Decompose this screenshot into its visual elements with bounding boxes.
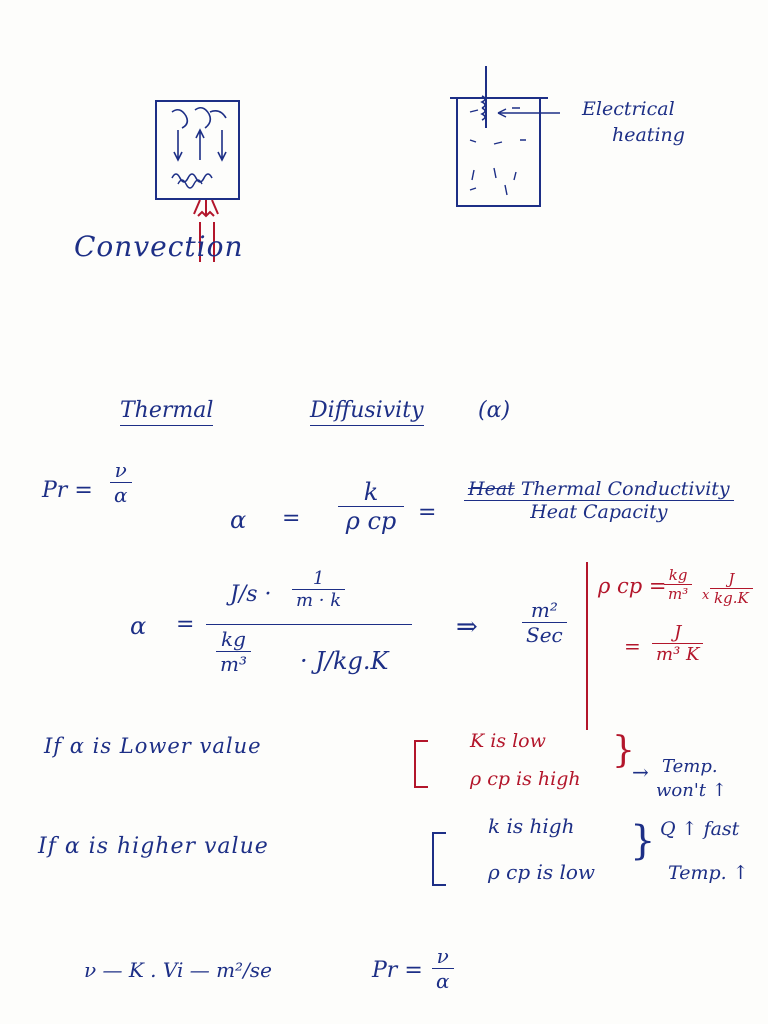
def-num: k bbox=[363, 478, 379, 506]
side-times: x bbox=[702, 588, 710, 603]
units-num-a: J/s · bbox=[230, 582, 272, 607]
units-den-b: · J/kg.K bbox=[300, 647, 389, 675]
pr-note-lhs: Pr = bbox=[42, 478, 93, 503]
case-high-cond2: ρ cp is low bbox=[488, 860, 596, 884]
heating-label: heating bbox=[612, 124, 685, 146]
convection-label: Convection bbox=[74, 230, 244, 263]
case-low-brace: } bbox=[612, 730, 635, 771]
case-low-result1: Temp. bbox=[662, 756, 718, 777]
case-low-bracket bbox=[414, 740, 428, 788]
heading-thermal: Thermal bbox=[120, 398, 213, 426]
footer-pr-lhs: Pr = bbox=[372, 958, 423, 983]
units-arrow: ⇒ bbox=[456, 612, 478, 642]
side-divider bbox=[586, 562, 588, 730]
case-low-cond1: K is low bbox=[470, 730, 546, 752]
def-eq1: = bbox=[282, 506, 301, 531]
case-low-result2: won't ↑ bbox=[656, 780, 727, 801]
case-high-brace: } bbox=[630, 818, 656, 864]
side-result: J m³ K bbox=[652, 622, 703, 665]
def-den: ρ cp bbox=[345, 507, 397, 535]
case-low-cond2: ρ cp is high bbox=[470, 768, 581, 790]
def-words-den: Heat Capacity bbox=[530, 501, 668, 523]
convection-sketch bbox=[156, 101, 239, 199]
def-struck-word: Heat bbox=[468, 478, 515, 500]
units-result: m² Sec bbox=[522, 598, 567, 647]
footer-pr-fraction: ν α bbox=[432, 944, 454, 993]
electrical-heating-sketch bbox=[450, 66, 560, 206]
case-low-arrow: → bbox=[632, 760, 649, 784]
case-high-result2: Temp. ↑ bbox=[668, 862, 749, 884]
side-f2: J kg.K bbox=[710, 570, 753, 607]
def-words-fraction bbox=[464, 478, 734, 523]
case-low-prefix: If α is Lower value bbox=[44, 734, 262, 758]
def-alpha: α bbox=[230, 506, 247, 534]
units-eq: = bbox=[176, 612, 195, 637]
units-big-fraction bbox=[206, 568, 412, 685]
side-f1: kg m³ bbox=[664, 566, 692, 603]
units-alpha: α bbox=[130, 612, 147, 640]
heading-diffusivity: Diffusivity bbox=[310, 398, 424, 426]
case-high-prefix: If α is higher value bbox=[38, 834, 269, 859]
units-num-b: 1 m · k bbox=[292, 568, 345, 611]
case-high-result1: Q ↑ fast bbox=[660, 818, 740, 840]
case-high-cond1: k is high bbox=[488, 814, 575, 838]
footer-nu-line: ν — K . Vi — m²/se bbox=[84, 958, 272, 982]
case-high-bracket bbox=[432, 832, 446, 886]
heading-alpha-symbol: (α) bbox=[478, 398, 511, 423]
pr-note-fraction bbox=[110, 458, 132, 507]
def-words-num: Thermal Conductivity bbox=[520, 478, 730, 500]
pr-note-den: α bbox=[114, 483, 128, 507]
pr-note-num: ν bbox=[114, 458, 127, 482]
def-fraction bbox=[338, 478, 404, 535]
side-eq: = bbox=[624, 634, 641, 658]
electrical-label: Electrical bbox=[582, 98, 675, 120]
side-lhs: ρ cp = bbox=[598, 574, 667, 598]
def-eq2: = bbox=[418, 500, 437, 525]
units-den-a: kg m³ bbox=[216, 627, 251, 676]
